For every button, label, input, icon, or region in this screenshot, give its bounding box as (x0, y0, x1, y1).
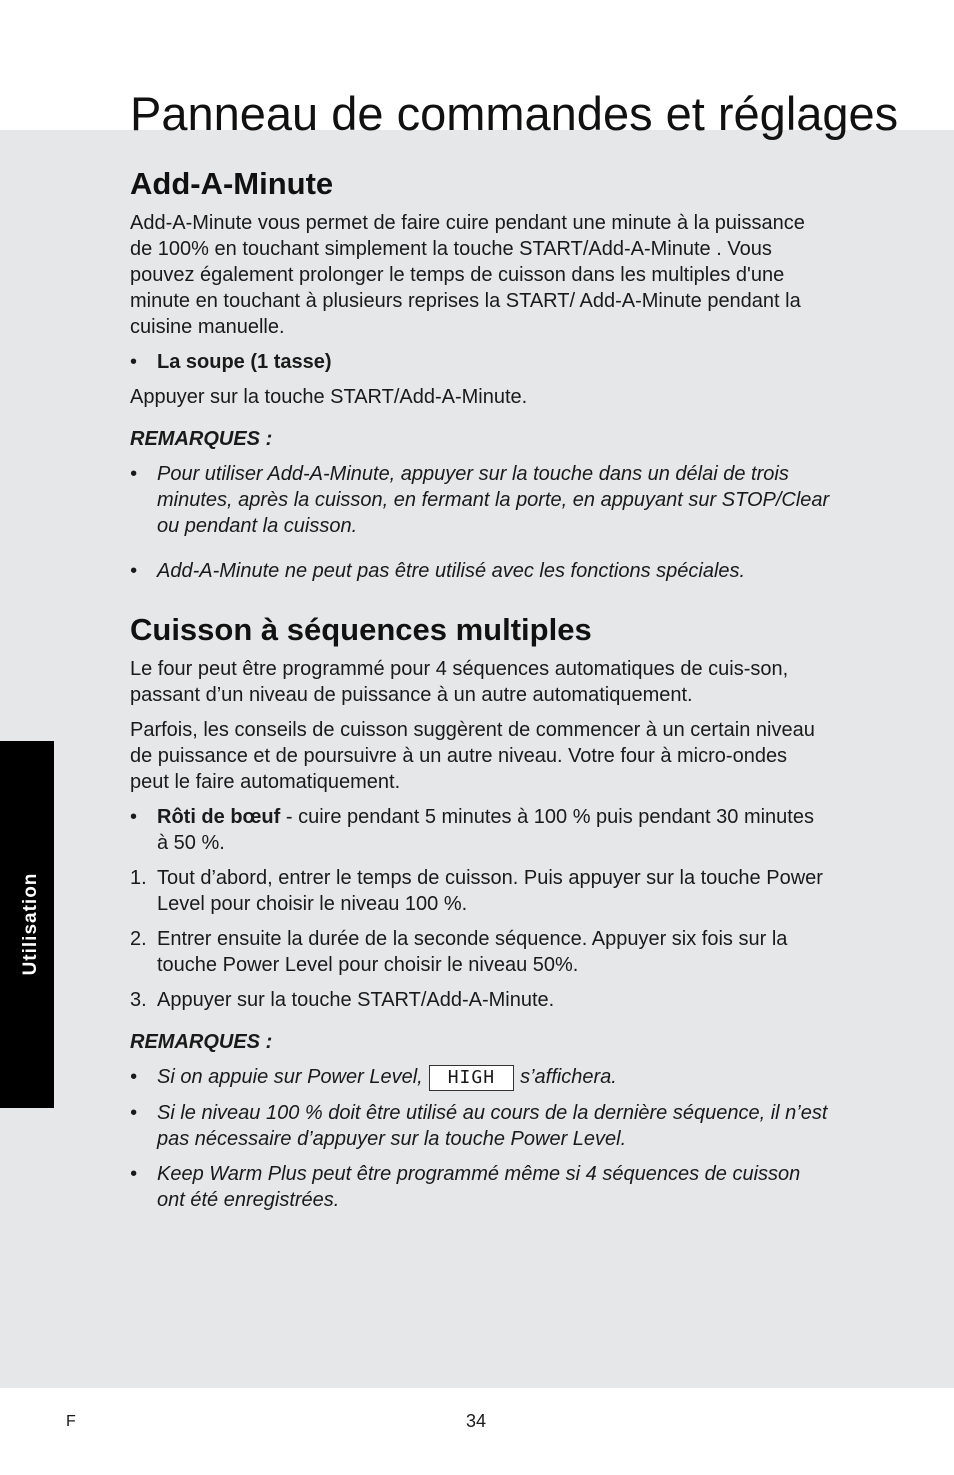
notes-title: REMARQUES : (130, 1031, 273, 1053)
step-text: Entrer ensuite la durée de la seconde séquence. Appuyer six fois sur la touche Power Level pour choisir le niveau 50%. (157, 928, 788, 976)
section-heading: Cuisson à séquences multiples (130, 612, 592, 647)
example-item (130, 349, 830, 375)
note-item: • Keep Warm Plus peut être programmé même si 4 séquences de cuisson ont été enregistrées. (130, 1161, 830, 1213)
step-item (130, 926, 830, 978)
step-item (130, 865, 830, 917)
page-number: 34 (466, 1411, 487, 1431)
step-number: 2. (130, 928, 147, 950)
note-text: s’affichera. (520, 1066, 617, 1088)
section-intro: Add-A-Minute vous permet de faire cuire pendant une minute à la puissance de 100% en touchant simplement la touche START/Add-A-Minute . Vous pouvez également prolonger le temps de cuisson dans les multiples d'une minute en touchant à plusieurs reprises la START/ Add-A-Minute pendant la cuisine manuelle. (130, 212, 805, 338)
example-list (130, 349, 830, 375)
section-multi-sequence (130, 610, 830, 1213)
note-text: Si on appuie sur Power Level, (157, 1066, 423, 1088)
example-list (130, 804, 830, 856)
steps-list (130, 865, 830, 1013)
example-item (130, 804, 830, 856)
page-title: Panneau de commandes et réglages (130, 87, 899, 140)
display-readout: HIGH (429, 1065, 514, 1091)
step-number: 1. (130, 867, 147, 889)
example-label: La soupe (1 tasse) (157, 351, 332, 373)
footer-language: F (66, 1413, 76, 1430)
notes-list (130, 1064, 830, 1213)
example-label: Rôti de bœuf (157, 806, 281, 828)
note-item: • Si le niveau 100 % doit être utilisé au cours de la dernière séquence, il n’est pas nécessaire d’appuyer sur la touche Power Level. (130, 1100, 830, 1152)
step-item (130, 987, 830, 1013)
section-heading: Add-A-Minute (130, 166, 334, 201)
example-step: Appuyer sur la touche START/Add-A-Minute. (130, 386, 528, 408)
step-text: Tout d’abord, entrer le temps de cuisson. Puis appuyer sur la touche Power Level pour choisir le niveau 100 %. (157, 867, 823, 915)
main-content (130, 164, 830, 1222)
side-tab-label: Utilisation (20, 872, 41, 976)
note-item: • Pour utiliser Add-A-Minute, appuyer sur la touche dans un délai de trois minutes, après la cuisson, en fermant la porte, en appuyant sur STOP/Clear ou pendant la cuisson. (130, 461, 830, 539)
section-add-a-minute (130, 164, 830, 584)
note-item (130, 1064, 830, 1091)
notes-list (130, 461, 830, 584)
notes-title: REMARQUES : (130, 428, 273, 450)
note-item: • Add-A-Minute ne peut pas être utilisé avec les fonctions spéciales. (130, 558, 830, 584)
paragraph: Le four peut être programmé pour 4 séquences automatiques de cuis-son, passant d’un niveau de puissance à un autre automatiquement. (130, 658, 789, 706)
example-description: - cuire pendant 5 minutes à 100 % puis pendant 30 minutes à 50 %. (157, 806, 814, 854)
step-number: 3. (130, 989, 147, 1011)
step-text: Appuyer sur la touche START/Add-A-Minute. (157, 989, 555, 1011)
paragraph: Parfois, les conseils de cuisson suggèrent de commencer à un certain niveau de puissance et de poursuivre à un autre niveau. Votre four à micro-ondes peut le faire automatiquement. (130, 719, 815, 793)
